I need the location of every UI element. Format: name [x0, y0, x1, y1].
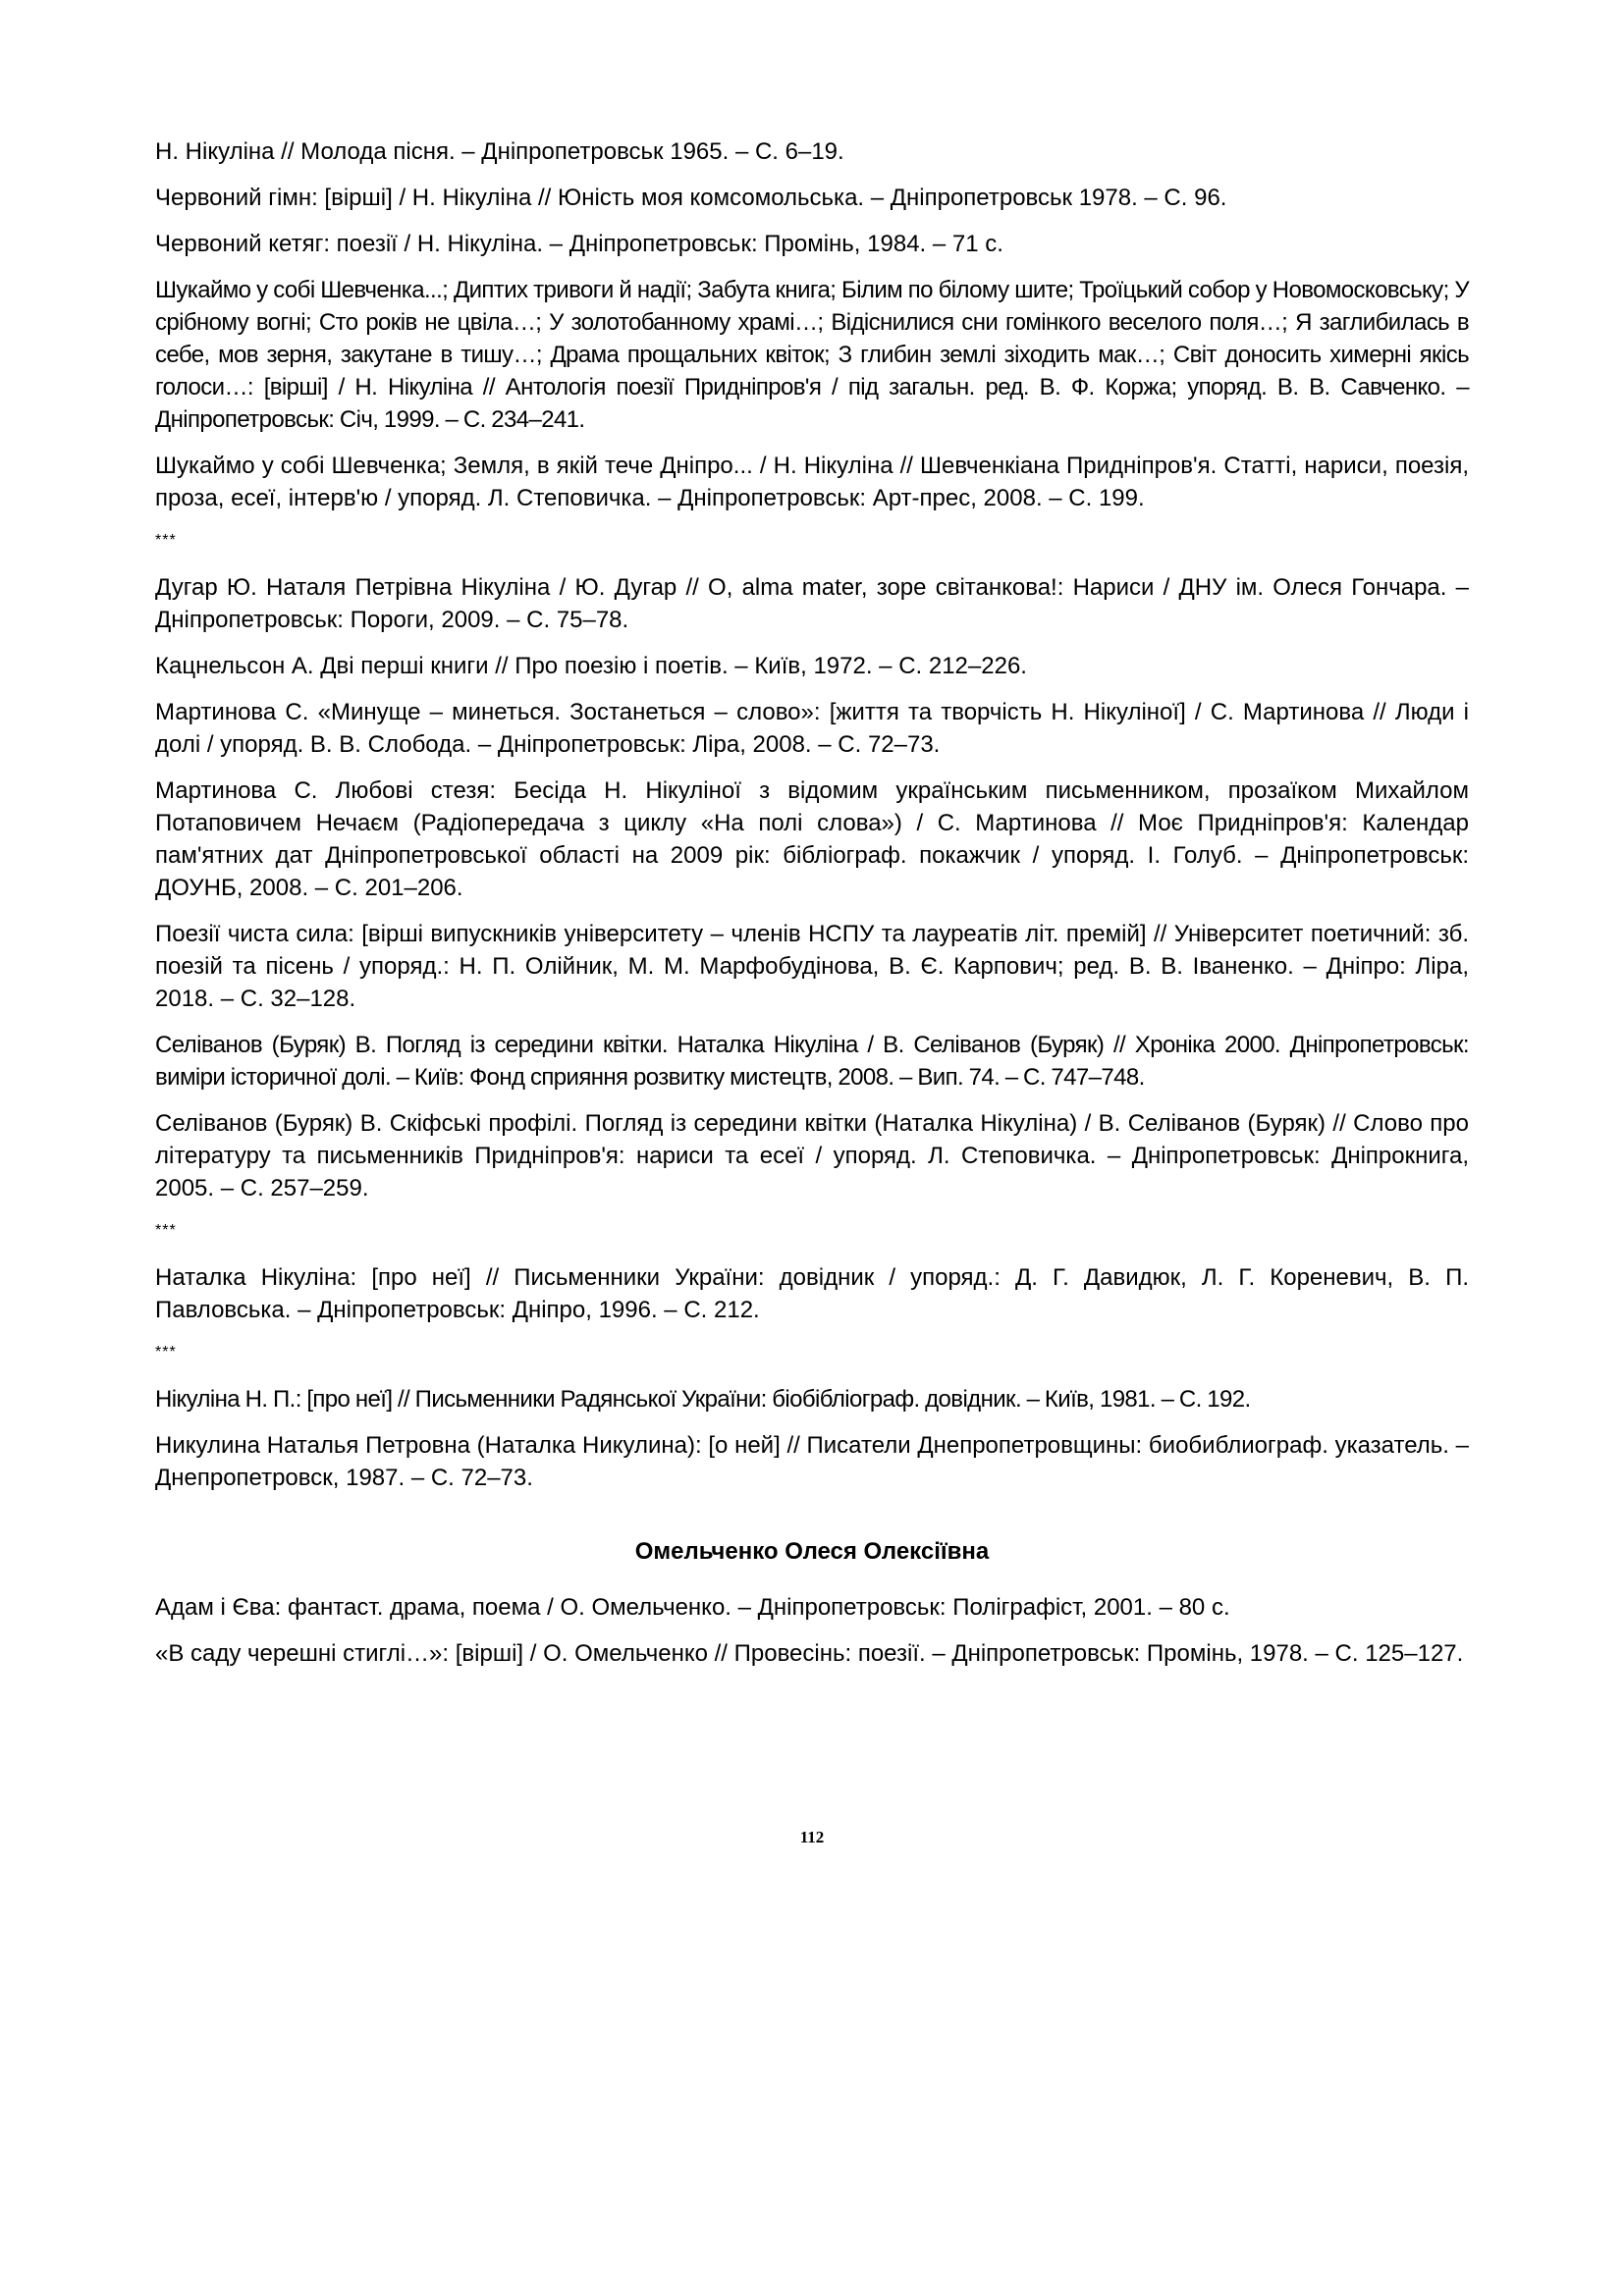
bibliography-entry: Мартинова С. Любові стезя: Бесіда Н. Нікуліної з відомим українським письменником, прозаїком Михайлом Потаповичем Нечаєм (Радіопередача з циклу «На полі слова») / С. Мартинова // Моє Придніпров'я: Календар пам'ятних дат Дніпропетровської області на 2009 рік: бібліограф. покажчик / упоряд. І. Голуб. – Дніпропетровськ: ДОУНБ, 2008. – С. 201–206.: [155, 777, 1469, 901]
bibliography-entry: Нікуліна Н. П.: [про неї] // Письменники Радянської України: біобібліограф. довідник. – Київ, 1981. – С. 192.: [155, 1386, 1251, 1413]
section-separator: ***: [155, 532, 177, 549]
section-heading: Омельченко Олеся Олексіївна: [634, 1538, 990, 1565]
bibliography-entry: Поезії чиста сила: [вірші випускників університету – членів НСПУ та лауреатів літ. премій] // Університет поетичний: зб. поезій та пісень / упоряд.: Н. П. Олійник, М. М. Марфобудінова, В. Є. Карпович; ред. В. В. Іваненко. – Дніпро: Ліра, 2018. – С. 32–128.: [155, 921, 1469, 1012]
page-number: 112: [799, 1828, 825, 1846]
bibliography-entry: Дугар Ю. Наталя Петрівна Нікуліна / Ю. Дугар // О, alma mater, зоре світанкова!: Нариси / ДНУ ім. Олеся Гончара. – Дніпропетровськ: Пороги, 2009. – С. 75–78.: [155, 574, 1469, 633]
bibliography-entry: Адам і Єва: фантаст. драма, поема / О. Омельченко. – Дніпропетровськ: Поліграфіст, 2001. – 80 с.: [155, 1594, 1230, 1621]
bibliography-entry: Шукаймо у собі Шевченка; Земля, в якій тече Дніпро... / Н. Нікуліна // Шевченкіана Придніпров'я. Статті, нариси, поезія, проза, есеї, інтерв'ю / упоряд. Л. Степовичка. – Дніпропетровськ: Арт-прес, 2008. – С. 199.: [155, 453, 1469, 511]
bibliography-entry: «В саду черешні стиглі…»: [вірші] / О. Омельченко // Провесінь: поезії. – Дніпропетровськ: Промінь, 1978. – С. 125–127.: [155, 1640, 1464, 1667]
section-separator: ***: [155, 1222, 177, 1239]
bibliography-entry: Никулина Наталья Петровна (Наталка Никулина): [о ней] // Писатели Днепропетровщины: биобиблиограф. указатель. – Днепропетровск, 1987. – С. 72–73.: [155, 1432, 1469, 1491]
bibliography-entry: Червоний кетяг: поезії / Н. Нікуліна. – Дніпропетровськ: Промінь, 1984. – 71 с.: [155, 231, 1003, 257]
bibliography-entry: Шукаймо у собі Шевченка...; Диптих тривоги й надії; Забута книга; Білим по білому шите; Троїцький собор у Новомосковську; У срібному вогні; Сто років не цвіла…; У золотобанному храмі…; Відіснилися сни гомінкого веселого поля…; Я заглибилась в себе, мов зерня, закутане в тишу…; Драма прощальних квіток; З глибин землі зіходить мак…; Світ доносить химерні якісь голоси…: [вірші] / Н. Нікуліна // Антологія поезії Придніпров'я / під загальн. ред. В. Ф. Коржа; упоряд. В. В. Савченко. – Дніпропетровськ: Січ, 1999. – С. 234–241.: [155, 277, 1469, 433]
bibliography-entry: Селіванов (Буряк) В. Скіфські профілі. Погляд із середини квітки (Наталка Нікуліна) / В. Селіванов (Буряк) // Слово про літературу та письменників Придніпров'я: нариси та есеї / упоряд. Л. Степовичка. – Дніпропетровськ: Дніпрокнига, 2005. – С. 257–259.: [155, 1110, 1469, 1201]
bibliography-entry: Мартинова С. «Минуще – минеться. Зостанеться – слово»: [життя та творчість Н. Нікуліної] / С. Мартинова // Люди і долі / упоряд. В. В. Слобода. – Дніпропетровськ: Ліра, 2008. – С. 72–73.: [155, 699, 1469, 758]
bibliography-entry: Н. Нікуліна // Молода пісня. – Дніпропетровськ 1965. – С. 6–19.: [155, 138, 844, 165]
bibliography-entry: Червоний гімн: [вірші] / Н. Нікуліна // Юність моя комсомольська. – Дніпропетровськ 1978. – С. 96.: [155, 185, 1227, 211]
bibliography-entry: Кацнельсон А. Дві перші книги // Про поезію і поетів. – Київ, 1972. – С. 212–226.: [155, 653, 1027, 679]
section-separator: ***: [155, 1344, 177, 1361]
bibliography-entry: Селіванов (Буряк) В. Погляд із середини квітки. Наталка Нікуліна / В. Селіванов (Буряк) // Хроніка 2000. Дніпропетровськ: виміри історичної долі. – Київ: Фонд сприяння розвитку мистецтв, 2008. – Вип. 74. – С. 747–748.: [155, 1032, 1469, 1091]
bibliography-entry: Наталка Нікуліна: [про неї] // Письменники України: довідник / упоряд.: Д. Г. Давидюк, Л. Г. Кореневич, В. П. Павловська. – Дніпропетровськ: Дніпро, 1996. – С. 212.: [155, 1264, 1469, 1323]
document-page: [155, 135, 1469, 1683]
